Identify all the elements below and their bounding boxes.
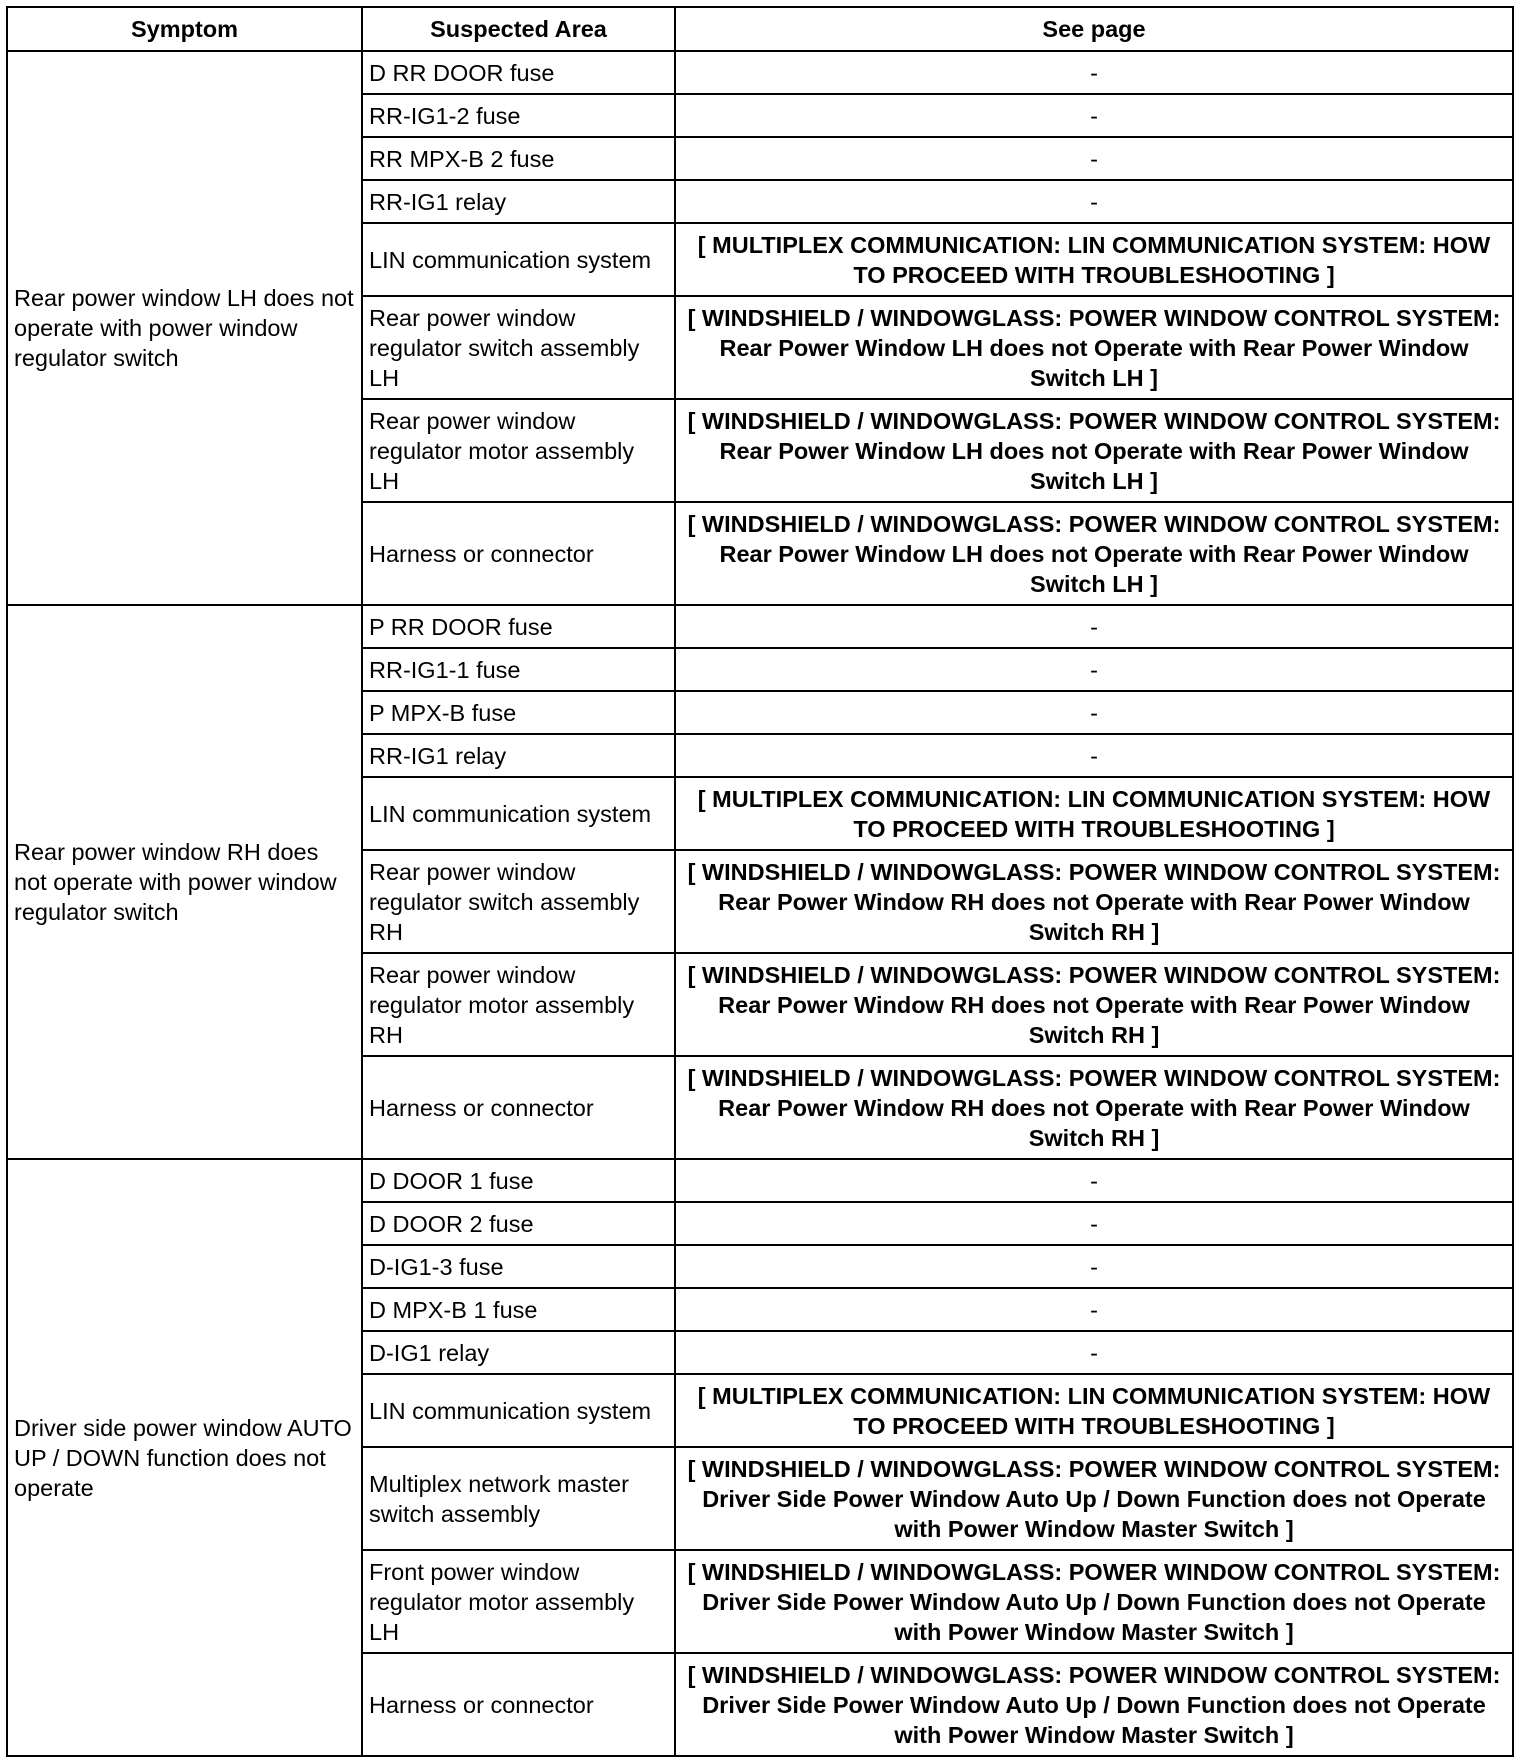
suspected-area-cell: RR-IG1 relay: [362, 734, 675, 777]
suspected-area-cell: D DOOR 2 fuse: [362, 1202, 675, 1245]
see-page-cell: -: [675, 1159, 1513, 1202]
symptom-cell: Driver side power window AUTO UP / DOWN function does not operate: [7, 1159, 362, 1756]
see-page-reference[interactable]: [ WINDSHIELD / WINDOWGLASS: POWER WINDOW CONTROL SYSTEM: Rear Power Window RH does not Operate with Rear Power Window Switch RH ]: [675, 850, 1513, 953]
see-page-cell: -: [675, 691, 1513, 734]
see-page-cell: -: [675, 648, 1513, 691]
suspected-area-cell: LIN communication system: [362, 223, 675, 296]
suspected-area-cell: Rear power window regulator motor assembly LH: [362, 399, 675, 502]
table-row: [7, 605, 1513, 648]
see-page-cell: -: [675, 1202, 1513, 1245]
header-see-page: See page: [675, 7, 1513, 51]
header-symptom: Symptom: [7, 7, 362, 51]
suspected-area-cell: Rear power window regulator switch assembly LH: [362, 296, 675, 399]
suspected-area-cell: P MPX-B fuse: [362, 691, 675, 734]
suspected-area-cell: Front power window regulator motor assembly LH: [362, 1550, 675, 1653]
suspected-area-cell: Harness or connector: [362, 1653, 675, 1756]
see-page-reference[interactable]: [ WINDSHIELD / WINDOWGLASS: POWER WINDOW CONTROL SYSTEM: Driver Side Power Window Auto Up / Down Function does not Operate with Power Window Master Switch ]: [675, 1550, 1513, 1653]
suspected-area-cell: Multiplex network master switch assembly: [362, 1447, 675, 1550]
see-page-cell: -: [675, 1288, 1513, 1331]
see-page-reference[interactable]: [ WINDSHIELD / WINDOWGLASS: POWER WINDOW CONTROL SYSTEM: Rear Power Window RH does not Operate with Rear Power Window Switch RH ]: [675, 953, 1513, 1056]
suspected-area-cell: D-IG1-3 fuse: [362, 1245, 675, 1288]
header-row: [7, 7, 1513, 51]
troubleshooting-table: [6, 6, 1514, 1757]
see-page-cell: -: [675, 1245, 1513, 1288]
table-row: [7, 51, 1513, 94]
suspected-area-cell: RR-IG1 relay: [362, 180, 675, 223]
see-page-reference[interactable]: [ WINDSHIELD / WINDOWGLASS: POWER WINDOW CONTROL SYSTEM: Driver Side Power Window Auto Up / Down Function does not Operate with Power Window Master Switch ]: [675, 1653, 1513, 1756]
suspected-area-cell: Harness or connector: [362, 502, 675, 605]
table-row: [7, 1159, 1513, 1202]
see-page-reference[interactable]: [ MULTIPLEX COMMUNICATION: LIN COMMUNICATION SYSTEM: HOW TO PROCEED WITH TROUBLESHOOTING ]: [675, 1374, 1513, 1447]
see-page-cell: -: [675, 605, 1513, 648]
see-page-cell: -: [675, 137, 1513, 180]
see-page-reference[interactable]: [ WINDSHIELD / WINDOWGLASS: POWER WINDOW CONTROL SYSTEM: Rear Power Window LH does not Operate with Rear Power Window Switch LH ]: [675, 399, 1513, 502]
see-page-reference[interactable]: [ WINDSHIELD / WINDOWGLASS: POWER WINDOW CONTROL SYSTEM: Rear Power Window RH does not Operate with Rear Power Window Switch RH ]: [675, 1056, 1513, 1159]
see-page-reference[interactable]: [ MULTIPLEX COMMUNICATION: LIN COMMUNICATION SYSTEM: HOW TO PROCEED WITH TROUBLESHOOTING ]: [675, 777, 1513, 850]
suspected-area-cell: RR-IG1-1 fuse: [362, 648, 675, 691]
table-body: [7, 51, 1513, 1756]
suspected-area-cell: Harness or connector: [362, 1056, 675, 1159]
suspected-area-cell: Rear power window regulator motor assembly RH: [362, 953, 675, 1056]
symptom-cell: Rear power window LH does not operate with power window regulator switch: [7, 51, 362, 605]
suspected-area-cell: D DOOR 1 fuse: [362, 1159, 675, 1202]
see-page-cell: -: [675, 180, 1513, 223]
suspected-area-cell: RR-IG1-2 fuse: [362, 94, 675, 137]
see-page-cell: -: [675, 51, 1513, 94]
suspected-area-cell: D MPX-B 1 fuse: [362, 1288, 675, 1331]
see-page-cell: -: [675, 94, 1513, 137]
see-page-reference[interactable]: [ WINDSHIELD / WINDOWGLASS: POWER WINDOW CONTROL SYSTEM: Rear Power Window LH does not Operate with Rear Power Window Switch LH ]: [675, 502, 1513, 605]
suspected-area-cell: Rear power window regulator switch assembly RH: [362, 850, 675, 953]
see-page-cell: -: [675, 1331, 1513, 1374]
see-page-reference[interactable]: [ WINDSHIELD / WINDOWGLASS: POWER WINDOW CONTROL SYSTEM: Rear Power Window LH does not Operate with Rear Power Window Switch LH ]: [675, 296, 1513, 399]
suspected-area-cell: D-IG1 relay: [362, 1331, 675, 1374]
suspected-area-cell: P RR DOOR fuse: [362, 605, 675, 648]
suspected-area-cell: RR MPX-B 2 fuse: [362, 137, 675, 180]
see-page-cell: -: [675, 734, 1513, 777]
suspected-area-cell: LIN communication system: [362, 777, 675, 850]
header-suspected-area: Suspected Area: [362, 7, 675, 51]
symptom-cell: Rear power window RH does not operate with power window regulator switch: [7, 605, 362, 1159]
see-page-reference[interactable]: [ MULTIPLEX COMMUNICATION: LIN COMMUNICATION SYSTEM: HOW TO PROCEED WITH TROUBLESHOOTING ]: [675, 223, 1513, 296]
suspected-area-cell: D RR DOOR fuse: [362, 51, 675, 94]
suspected-area-cell: LIN communication system: [362, 1374, 675, 1447]
see-page-reference[interactable]: [ WINDSHIELD / WINDOWGLASS: POWER WINDOW CONTROL SYSTEM: Driver Side Power Window Auto Up / Down Function does not Operate with Power Window Master Switch ]: [675, 1447, 1513, 1550]
